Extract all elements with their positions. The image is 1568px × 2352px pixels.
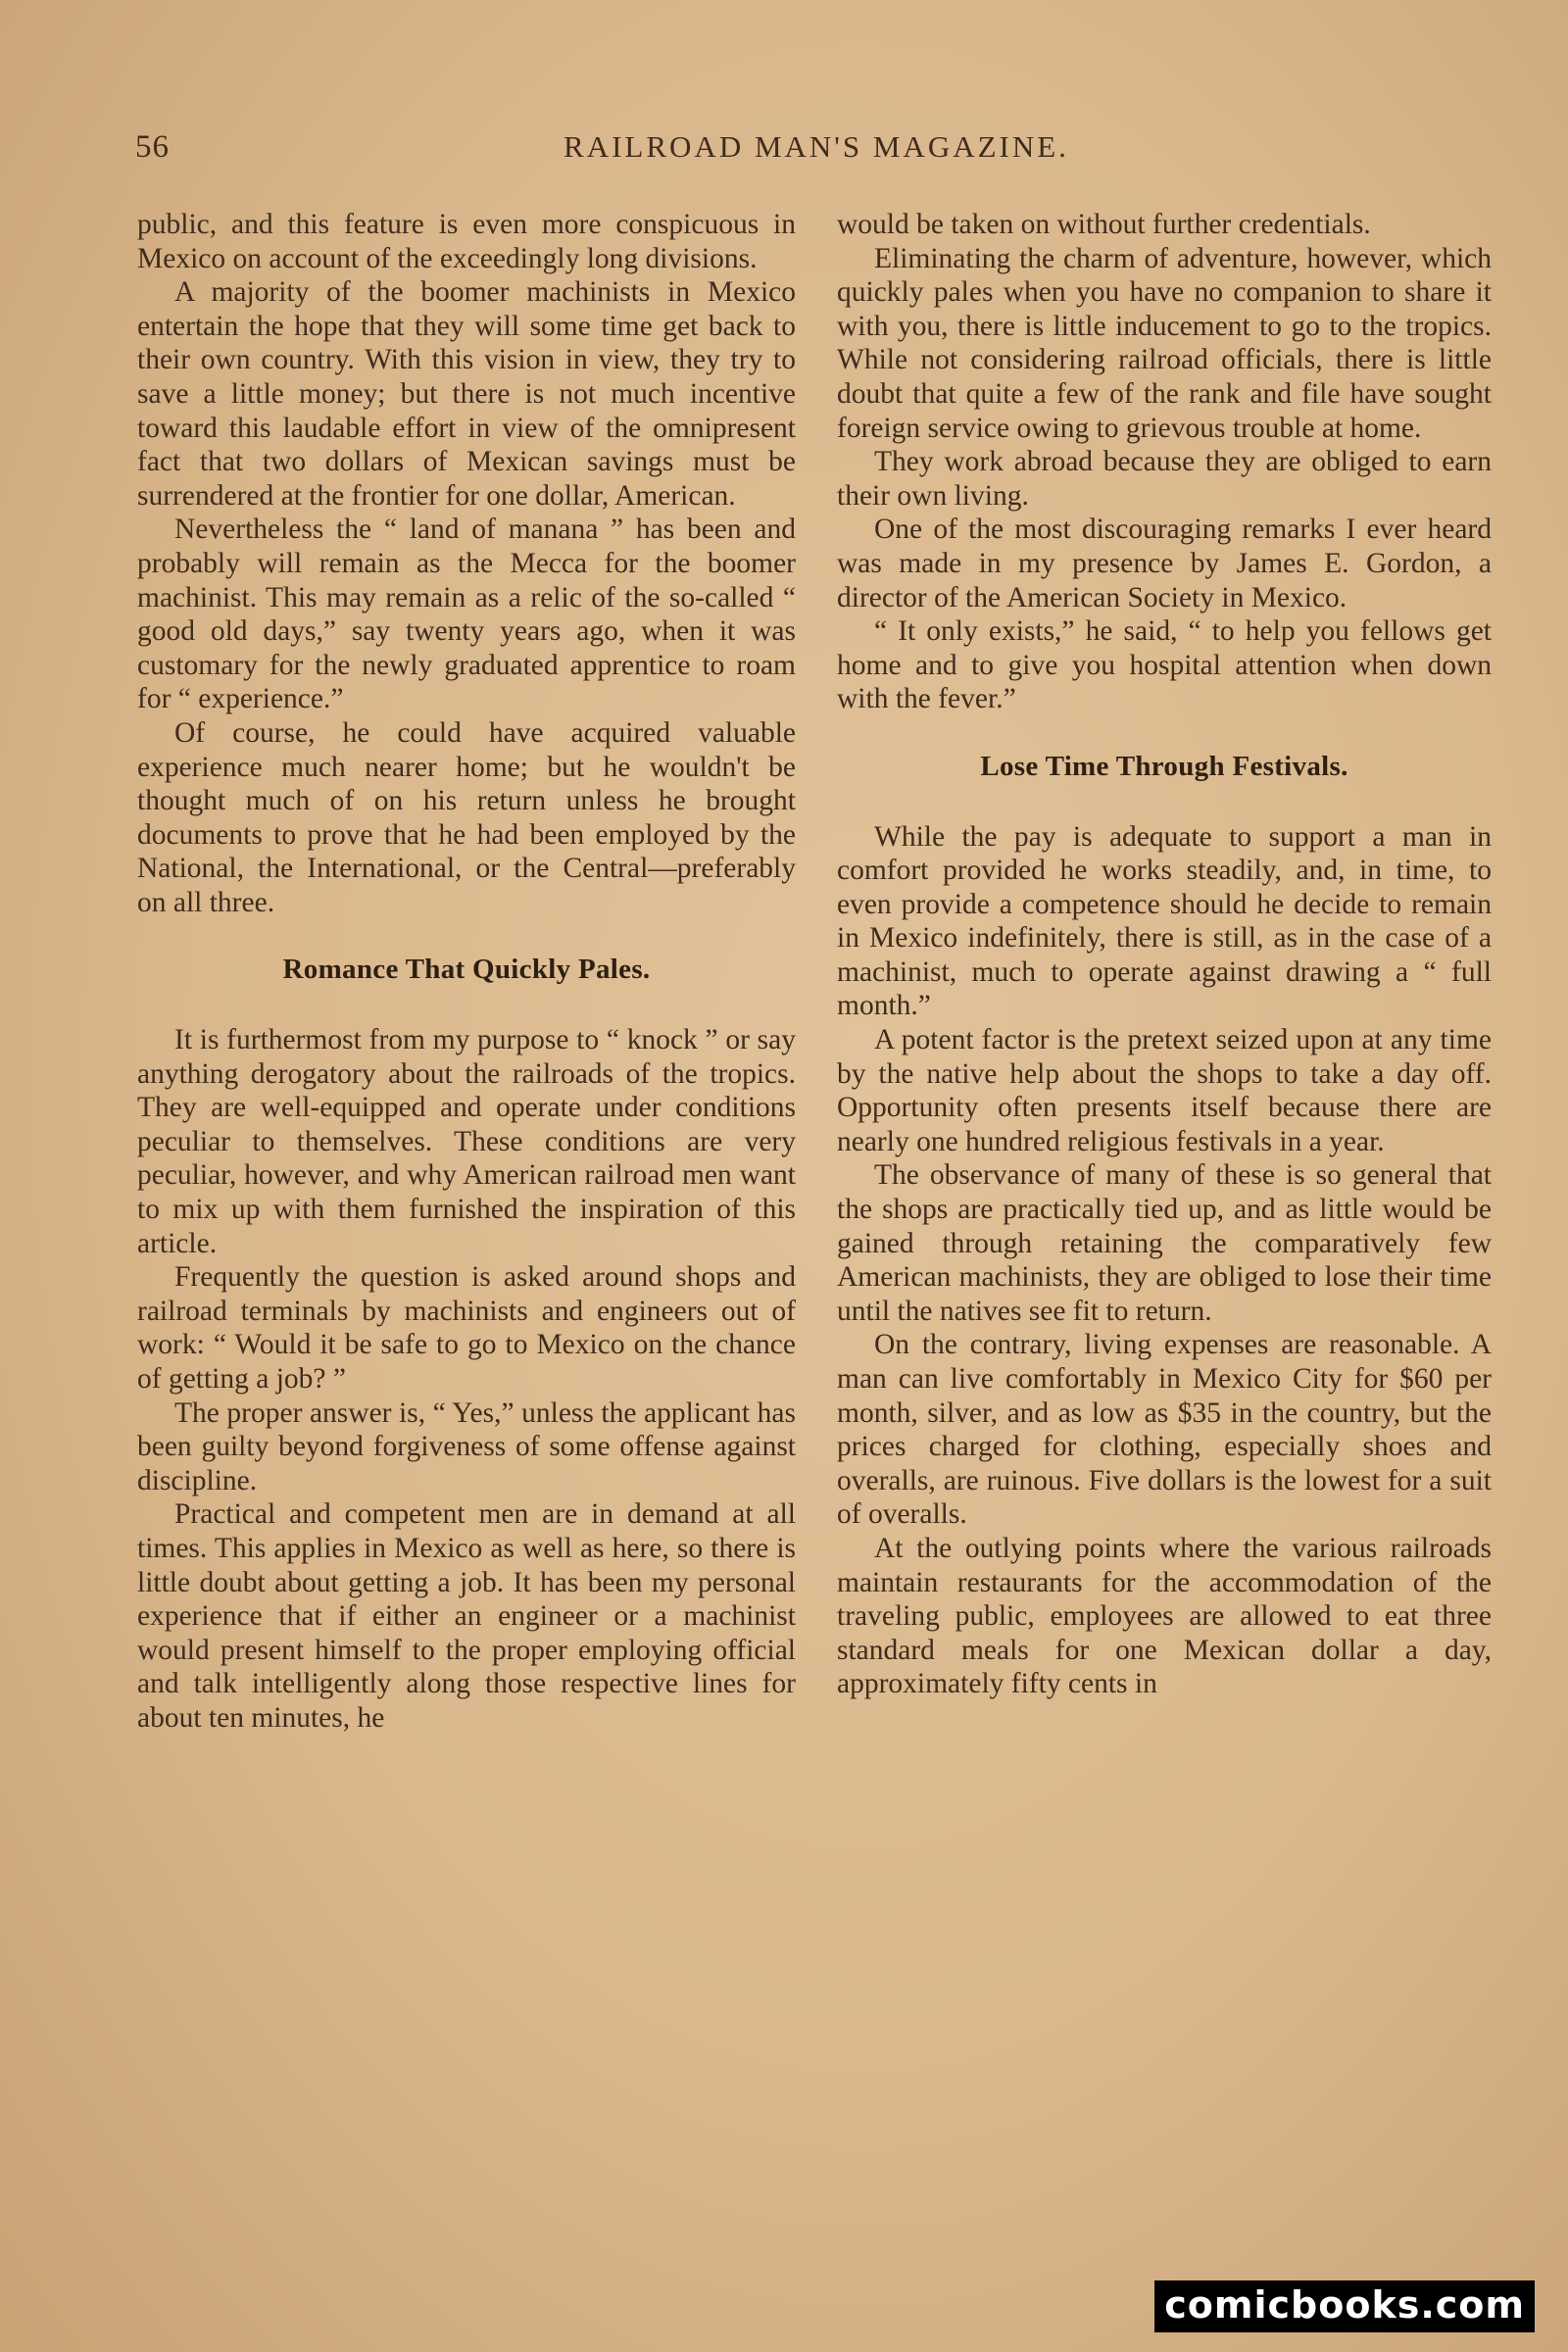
paragraph: Of course, he could have acquired valuable experience much nearer home; but he wouldn't be thought much of on his return unless he brought documents to prove that he had been employed by the National, the International, or the Central—preferably on all three. — [137, 716, 796, 918]
paragraph: would be taken on without further credentials. — [837, 209, 1371, 240]
paragraph: On the contrary, living expenses are reasonable. A man can live comfortably in Mexico City for $60 per month, silver, and as low as $35 in the country, but the prices charged for clothing, especially shoes and overalls, are ruinous. Five dollars is the lowest for a suit of overalls. — [837, 1329, 1492, 1531]
paragraph: “ It only exists,” he said, “ to help you fellows get home and to give you hospital attention when down with the fever.” — [837, 615, 1492, 715]
section-heading: Lose Time Through Festivals. — [980, 750, 1348, 782]
paragraph: A potent factor is the pretext seized upon at any time by the native help about the shops to take a day off. Opportunity often presents itself because there are nearly one hundred religious festivals in a year. — [837, 1024, 1492, 1157]
paragraph: Eliminating the charm of adventure, however, which quickly pales when you have no companion to share it with you, there is little inducement to go to the tropics. While not considering railroad officials, there is little doubt that quite a few of the rank and file have sought foreign service owing to grievous trouble at home. — [837, 242, 1492, 444]
paragraph: Frequently the question is asked around shops and railroad terminals by machinists and engineers out of work: “ Would it be safe to go to Mexico on the chance of getting a job? ” — [137, 1261, 796, 1395]
left-column — [137, 208, 796, 1736]
paragraph: It is furthermost from my purpose to “ knock ” or say anything derogatory about the railroads of the tropics. They are well-equipped and operate under conditions peculiar to themselves. These conditions are very peculiar, however, and why American railroad men want to mix up with them furnished the inspiration of this article. — [137, 1024, 796, 1259]
watermark: comicbooks.com — [1154, 2280, 1535, 2332]
paragraph: They work abroad because they are obliged to earn their own living. — [837, 446, 1492, 512]
paragraph: public, and this feature is even more conspicuous in Mexico on account of the exceedingly long divisions. — [137, 209, 796, 274]
paragraph: The observance of many of these is so general that the shops are practically tied up, and as little would be gained through retaining the comparatively few American machinists, they are obliged to lose their time until the natives see fit to return. — [837, 1159, 1492, 1327]
page-header — [135, 129, 1497, 178]
paragraph: One of the most discouraging remarks I ever heard was made in my presence by James E. Gordon, a director of the American Society in Mexico. — [837, 514, 1492, 613]
running-title: RAILROAD MAN'S MAGAZINE. — [564, 129, 1069, 164]
paragraph: At the outlying points where the various railroads maintain restaurants for the accommodation of the traveling public, employees are allowed to eat three standard meals for one Mexican dollar a day, approximately fifty cents in — [837, 1532, 1492, 1700]
section-heading: Romance That Quickly Pales. — [282, 954, 651, 986]
paragraph: While the pay is adequate to support a man in comfort provided he works steadily, and, in time, to even provide a competence should he decide to remain in Mexico indefinitely, there is still, as in the case of a machinist, much to operate against drawing a “ full month.” — [837, 820, 1492, 1022]
paragraph: Practical and competent men are in demand at all times. This applies in Mexico as well as here, so there is little doubt about getting a job. It has been my personal experience that if either an engineer or a machinist would present himself to the proper employing official and talk intelligently along those respective lines for about ten minutes, he — [137, 1498, 796, 1734]
paragraph: The proper answer is, “ Yes,” unless the applicant has been guilty beyond forgiveness of some offense against discipline. — [137, 1396, 796, 1496]
page-number: 56 — [135, 129, 170, 165]
paragraph: Nevertheless the “ land of manana ” has been and probably will remain as the Mecca for the boomer machinist. This may remain as a relic of the so-called “ good old days,” say twenty years ago, when it was customary for the newly graduated apprentice to roam for “ experience.” — [137, 514, 796, 715]
right-column — [837, 208, 1492, 1701]
paragraph: A majority of the boomer machinists in Mexico entertain the hope that they will some time get back to their own country. With this vision in view, they try to save a little money; but there is not much incentive toward this laudable effort in view of the omnipresent fact that two dollars of Mexican savings must be surrendered at the frontier for one dollar, American. — [137, 276, 796, 512]
